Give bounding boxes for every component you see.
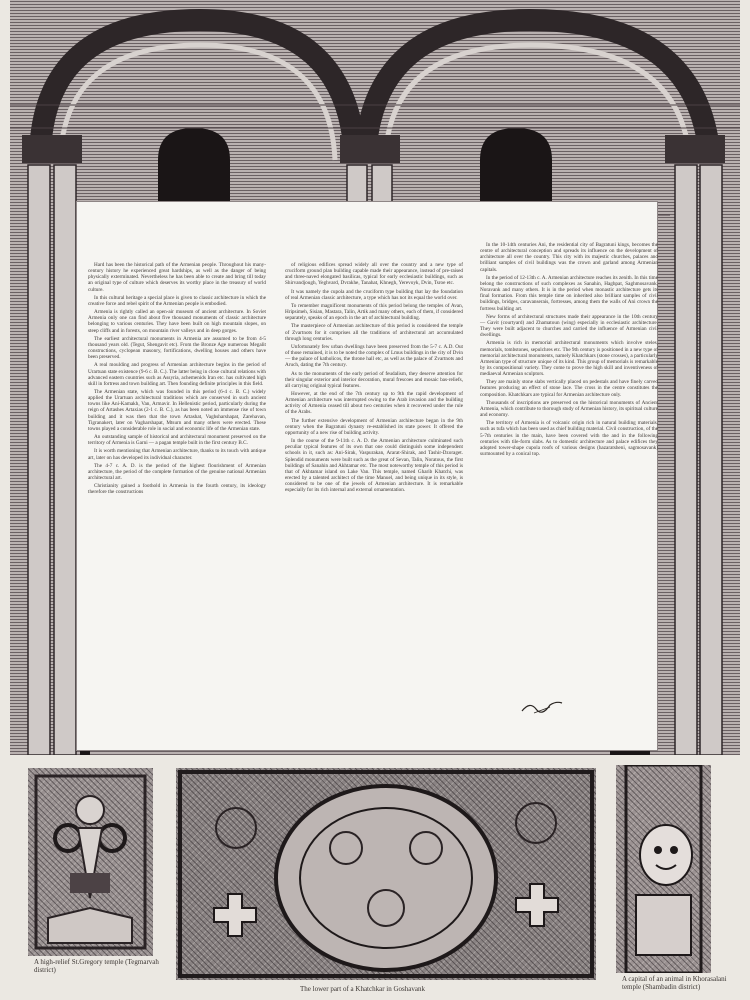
- caption-right: A capital of an animal in Khorasalani temple (Shambadin district): [622, 975, 727, 991]
- paragraph: A real moulding and progress of Armenian architecture begins in the period of Urartuan state existence (9-6 c. B. C.). The latter being in close cultural relations with advanced eastern countries such as Assyria, achemenids Iran etc. has cultivated high skill in fortress and town building art. Then founding definite principles in this field.: [88, 362, 266, 387]
- paragraph: Unfortunately few urban dwellings have been preserved from the 5-7 c. A.D. Out of those remained, it is to be noted the complex of Lmus buildings in the city of Dvin — the palace of katholicos, the throne hall etc, as well as the palace of Zvartnots and Aruch, dating the 7th century.: [285, 343, 463, 369]
- paragraph: Hard has been the historical path of the Armenian people. Throughout his many-century history he experienced great hardships, as well as the danger of being physically exterminated. Nevertheless he has been able to create and bring till today an original type of culture which deserves its worthy place in the treasury of world culture.: [88, 262, 266, 293]
- article-column-3: [480, 242, 658, 459]
- paragraph: Thousands of inscriptions are preserved on the historical monuments of Ancient Armenia, which contribute to thorough study of Armenian history, its spiritual culture and economy.: [480, 399, 658, 419]
- paragraph: The Armenian state, which was founded in this period (6-4 c. B. C.) widely applied the Urartuan architectural traditions which are conserved in such ancient towns like Ani-Kamakh, Van, Armavir. In Hellenistic period, particularly during the reign of Artashes Artaxias (2-1 c. B. C.), as has been noted an immense rise of town building and it was then that the town Artashat, Vaghsharshapat, Zarehavan, Tigranakert, later on Vagharshapat, Mtsurn and many others were erected. These towns played a considerable role in social and economic life of the Armenian state.: [88, 388, 266, 432]
- paragraph: Armenia is rightly called an open-air museum of ancient architecture. In Soviet Armenia only one can find about five thousand monuments of classic architecture belonging to various centuries. They have been built on high mountain slopes, on steep cliffs and in forests, on mountain river valleys and in deep gorges.: [88, 309, 266, 334]
- paragraph: However, at the end of the 7th century up to 9th the rapid development of Armenian architecture was interrupted owing to the Arab invasion and the building activity of Armenia ceased till about two centuries when it recovered under the rule of the Arabs.: [285, 390, 463, 416]
- paragraph: Armenia is rich in memorial architectural monuments which involve steles, memorials, tombstones, sepulchres etc. The 9th century is positioned in a new type of memorial architectural monuments, namely Khatchkars (stone crosses), a particularly Armenian type of structure unique of its kind. This group of memorials is remarkable by its compositional variety. They come to prove the high skill and inventiveness of mediaeval Armenian sculptors.: [480, 340, 658, 378]
- paragraph: The masterpiece of Armenian architecture of this period is considered the temple of Zvartnots for it comprises all the traditions of architectural art accumulated through long centuries.: [285, 323, 463, 342]
- paragraph: New forms of architectural structures made their appearance in the 10th century — Gavit (courtyard) and Zhamatoun (wing) especially in ecclesiastic architecture. They were built adjacent to churches and carried the influence of Armenian civil dwellings.: [480, 313, 658, 339]
- paragraph: In the 10-14th centuries Ani, the residential city of Bagratuni kings, becomes the centre of architectural conception and spreads its influence on the development of architecture all over the country. This city with its majestic churches, palaces and brilliant samples of civil buildings was the crown and garland among Armenian capitals.: [480, 242, 658, 273]
- paragraph: In the period of 12-13th c. A. Armenian architecture reaches its zenith. In this time belong the constructions of such complexes as Sanahin, Haghpat, Saghmosavank, Noravank and many others. It is in the period when monastic architecture gets its final formation. From this temple time on inherited also brilliant samples of civil buildings, bridges, caravanserais, fortresses, among them the walls of Ani crown the fortress building art.: [480, 274, 658, 312]
- paragraph: The earliest architectural monuments in Armenia are assumed to be from 4-5 thousand years old. (Tegut, Shengavit etc). From the Bronze Age numerous Megalit constructions, cyclopean masonry, fortifications, dwelling houses and others have been preserved.: [88, 335, 266, 361]
- paragraph: In the course of the 9-11th c. A. D. the Armenian architecture culminated such peculiar typical features of its own that one could distinguish some independent schools in it, such as: Ani-Sirak, Vaspurakan, Ararat-Shirak, and Tashir-Dzoraget. Splendid monuments were built such as the great of Sevan, Talin, Noratous, the first buildings of Sanahin and Akhtamar etc. The most noteworthy temple of this period is that of Akhtamar island on Lake Van. This temple, named Gharib Khatchi, was erected by a talented architect of the time Manuel, and being unique in its style, is considered to be one of the jewels of Armenian architecture. It is remarkable especially for its rich internal and external ornamentation.: [285, 438, 463, 494]
- khatchkar-image: [176, 768, 596, 980]
- paragraph: The further extensive development of Armenian architecture began in the 9th century when the Bagratuni dynasty re-established its state power. It offered the opportunity of a new rise of building activity.: [285, 417, 463, 436]
- handwritten-signature: [520, 697, 565, 717]
- paragraph: As to the monuments of the early period of feudalism, they deserve attention for their singular exterior and interior decoration, mural frescoes and mosaic bas-reliefs, all carrying original typical features.: [285, 370, 463, 389]
- eagle-relief-image: [28, 768, 153, 956]
- paragraph: It was namely the cupola and the cruciform type building that lay the foundation of real Armenian classic architecture, a type which has not its equal the world over.: [285, 288, 463, 301]
- paragraph: It is worth mentioning that Armenian architecture, thanks to its touch with antique art, later on has developed its individual character.: [88, 448, 266, 461]
- paragraph: The 4-7 c. A. D. is the period of the highest flourishment of Armenian architecture, the period of the complete formation of the genuine national Armenian architectural art.: [88, 462, 266, 481]
- paragraph: In this cultural heritage a special place is given to classic architecture in which the creative force and rebel spirit of the Armenian people is embodied.: [88, 294, 266, 307]
- article-column-2: [285, 262, 463, 495]
- caption-center: The lower part of a Khatchkar in Goshavank: [300, 985, 425, 993]
- caption-left: A high-relief St.Gregory temple (Tegmarvah district): [34, 958, 159, 974]
- animal-capital-image: [616, 765, 711, 973]
- paragraph: They are mainly stone slabs vertically placed on pedestals and have finely carved features producing an effect of stone lace. The cross in the centre constitutes the composition. Khatchkars are typical for Armenian architecture only.: [480, 379, 658, 398]
- paragraph: of religious edifices spread widely all over the country and a new type of cruciform ground plan building capable made their appearance, instead of pre-raised and three-naved elongated basilicas, typical for early ecclesiastic buildings, such as Shirvandjough, Yeghvard, Dvrakhe, Tanahat, Khnegh, Yerevoyk, Dvin, Tsroe etc.: [285, 262, 463, 287]
- article-column-1: [88, 262, 266, 497]
- paragraph: An outstanding sample of historical and architectural monument preserved on the territory of Armenia is Garni — a pagan temple built in the first century B.C.: [88, 434, 266, 447]
- paragraph: Christianity gained a foothold in Armenia in the fourth century, its ideology therefore the constructions: [88, 483, 266, 496]
- paragraph: To remember magnificent monuments of this period belong the temples of Avan, Hripsimeh, Sisian, Mastara, Talin, Artik and many others, each of them, if considered separately, speaks of an epoch in the art of architectural building.: [285, 302, 463, 322]
- paragraph: The territory of Armenia is of volcanic origin rich in natural building materials, such as tufa which has been used as chief building material. Civil construction, of the 5-7th centuries in the main, have been covered with the and in the following centuries with tile-form slabs. As to domestic architecture and palace edifices they adopted tower-shape cupola roofs of various designs (hazaratsheni, sagmosavank) surmounted by a conical top.: [480, 420, 658, 457]
